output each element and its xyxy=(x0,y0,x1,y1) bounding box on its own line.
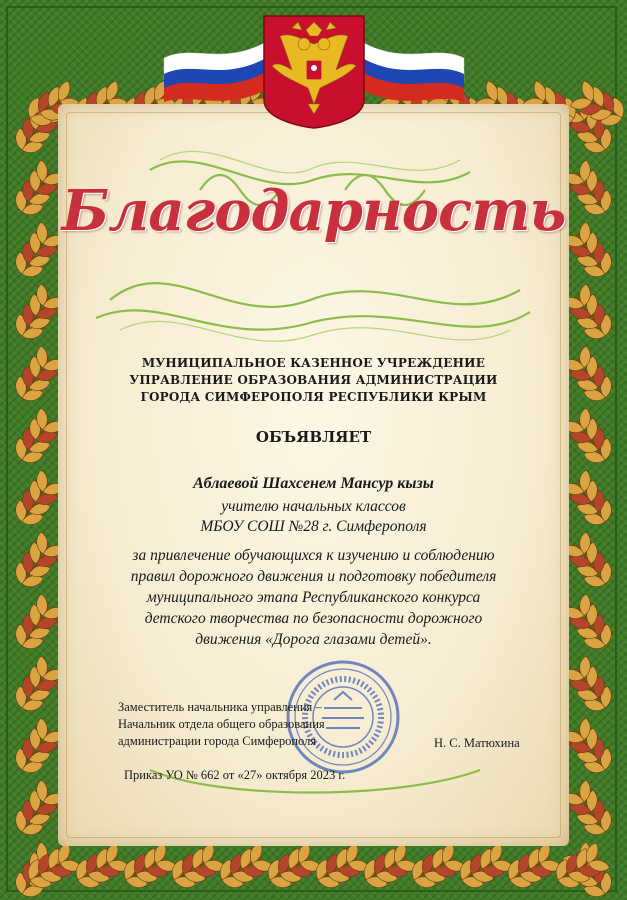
signatory-title-line-2: Начальник отдела общего образования xyxy=(118,717,325,731)
organization-line-1: МУНИЦИПАЛЬНОЕ КАЗЕННОЕ УЧРЕЖДЕНИЕ xyxy=(141,356,486,370)
reason-line-5: движения «Дорога глазами детей». xyxy=(195,631,432,648)
coat-of-arms-icon xyxy=(262,14,366,130)
signatory-name: Н. С. Матюхина xyxy=(434,736,520,750)
order-reference: Приказ УО № 662 от «27» октября 2023 г. xyxy=(124,768,346,782)
organization-line-3: ГОРОДА СИМФЕРОПОЛЯ РЕСПУБЛИКИ КРЫМ xyxy=(140,390,487,404)
reason-line-2: правил дорожного движения и подготовку победителя xyxy=(130,568,497,585)
reason-line-4: детского творчества по безопасности дорожного xyxy=(144,610,483,627)
organization-line-2: УПРАВЛЕНИЕ ОБРАЗОВАНИЯ АДМИНИСТРАЦИИ xyxy=(129,373,498,387)
recipient-name: Аблаевой Шахсенем Мансур кызы xyxy=(193,475,434,492)
reason-line-1: за привлечение обучающихся к изучению и соблюдению xyxy=(132,547,495,564)
certificate-title: Благодарность xyxy=(61,178,566,244)
recipient-position: учителю начальных классов xyxy=(221,498,406,515)
reason-line-3: муниципального этапа Республиканского конкурса xyxy=(146,589,481,606)
russian-flag-right xyxy=(360,36,466,102)
signatory-title-line-3: администрации города Симферополя xyxy=(118,734,317,748)
russian-flag-left xyxy=(162,36,268,102)
signatory-title-line-1: Заместитель начальника управления – xyxy=(118,700,322,714)
announces-heading: ОБЪЯВЛЯЕТ xyxy=(255,428,372,446)
recipient-school: МБОУ СОШ №28 г. Симферополя xyxy=(200,518,427,535)
